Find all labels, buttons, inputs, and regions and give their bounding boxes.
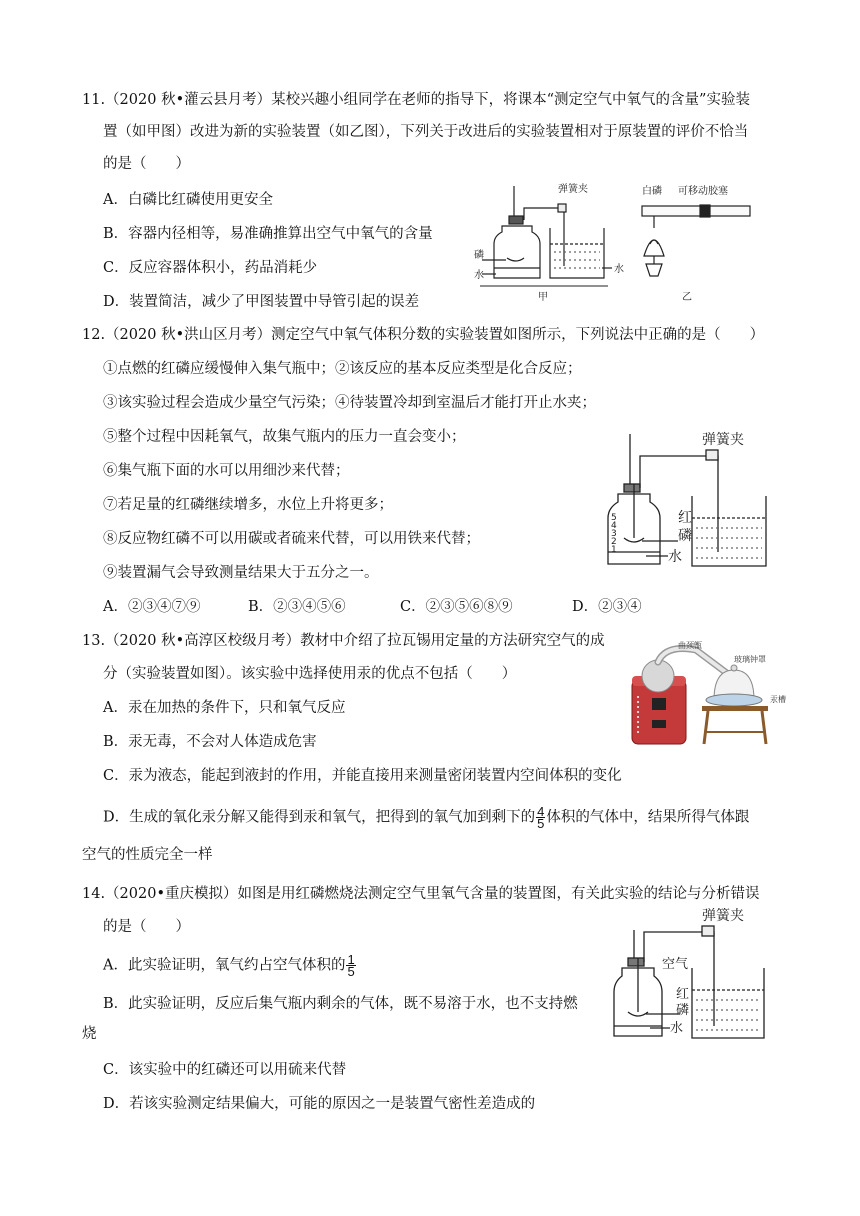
q12-water-label: 水: [668, 549, 682, 565]
q11-option-b[interactable]: B．容器内径相等，易准确推算出空气中氧气的含量: [103, 226, 433, 242]
q14-water-label: 水: [670, 1021, 684, 1036]
q13-stem-line2: 分（实验装置如图）。该实验中选择使用汞的优点不包括（ ）: [103, 666, 517, 682]
q13-option-d-text-post: 体积的气体中，结果所得气体跟: [546, 809, 750, 826]
q14-option-a-text: A．此实验证明，氧气约占空气体积的: [103, 957, 346, 974]
q12-spring-clip-label: 弹簧夹: [702, 432, 744, 448]
q11-option-d[interactable]: D．装置简洁，减少了甲图装置中导管引起的误差: [103, 294, 420, 310]
q11-stem-line2: 置（如甲图）改进为新的实验装置（如乙图），下列关于改进后的实验装置相对于原装置的评价不恰当: [103, 124, 749, 140]
q12-statement-2: ③该实验过程会造成少量空气污染；④待装置冷却到室温后才能打开止水夹；: [103, 395, 596, 411]
water-right-label: 水: [614, 264, 624, 275]
apparatus-jia: [482, 186, 612, 278]
q11-stem-line1: 11.（2020 秋•灌云县月考）某校兴趣小组同学在老师的指导下，将课本“测定空气中氧气的含量”实验装: [82, 92, 750, 108]
q14-option-b-line2: 烧: [82, 1026, 97, 1042]
q14-option-a[interactable]: [103, 954, 357, 977]
fraction-one-fifth: [346, 954, 355, 977]
fraction-four-fifths: [536, 806, 545, 829]
q12-statement-6: ⑧反应物红磷不可以用碳或者硫来代替，可以用铁来代替；: [103, 531, 480, 547]
bell-jar-label: 玻璃钟罩: [734, 655, 766, 664]
q13-stem-line1: 13.（2020 秋•高淳区校级月考）教材中介绍了拉瓦锡用定量的方法研究空气的成: [82, 633, 605, 649]
q12-statement-7: ⑨装置漏气会导致测量结果大于五分之一。: [103, 565, 379, 581]
q12-phosphorus-label: 磷: [678, 528, 692, 544]
q13-option-c[interactable]: C．汞为液态，能起到液封的作用，并能直接用来测量密闭装置内空间体积的变化: [103, 768, 622, 784]
fraction-denominator: 5: [537, 816, 545, 831]
q14-spring-clip-label: 弹簧夹: [702, 908, 744, 924]
q13-option-d-line2: 空气的性质完全一样: [82, 847, 213, 863]
movable-plug-label: 可移动胶塞: [678, 186, 728, 197]
mercury-trough-label: 汞槽: [770, 695, 786, 704]
water-left-label: 水: [474, 270, 484, 281]
q12-statement-3: ⑤整个过程中因耗氧气，故集气瓶内的压力一直会变小；: [103, 429, 466, 445]
spring-clip-label: 弹簧夹: [558, 184, 588, 195]
q12-red-label: 红: [678, 510, 692, 526]
q14-option-b[interactable]: B．此实验证明，反应后集气瓶内剩余的气体，既不易溶于水，也不支持燃: [103, 996, 578, 1012]
q12-apparatus-figure: [606, 428, 782, 570]
q12-statement-5: ⑦若足量的红磷继续增多，水位上升将更多；: [103, 497, 393, 513]
fraction-denominator: 5: [347, 964, 355, 979]
q14-stem-line2: 的是（ ）: [103, 919, 190, 935]
q12-option-b[interactable]: B．②③④⑤⑥: [248, 599, 346, 615]
q12-statement-4: ⑥集气瓶下面的水可以用细沙来代替；: [103, 463, 350, 479]
caption-yi: 乙: [682, 292, 692, 303]
caption-jia: 甲: [538, 292, 548, 303]
q13-option-d-text-pre: D．生成的氧化汞分解又能得到汞和氧气，把得到的氧气加到剩下的: [103, 809, 536, 826]
q11-option-c[interactable]: C．反应容器体积小，药品消耗少: [103, 260, 318, 276]
q12-option-a[interactable]: A．②③④⑦⑨: [103, 599, 201, 615]
phosphorus-label: 磷: [474, 250, 484, 261]
q12-statement-1: ①点燃的红磷应缓慢伸入集气瓶中；②该反应的基本反应类型是化合反应；: [103, 361, 582, 377]
q12-option-c[interactable]: C．②③⑤⑥⑧⑨: [400, 599, 513, 615]
q13-lavoisier-apparatus: [626, 640, 796, 752]
q11-stem-line3: 的是（ ）: [103, 156, 190, 172]
q12-stem: 12.（2020 秋•洪山区月考）测定空气中氧气体积分数的实验装置如图所示，下列说法中正确的是（ ）: [82, 327, 765, 343]
white-phosphorus-label: 白磷: [642, 186, 662, 197]
fraction-numerator: 1: [347, 952, 355, 967]
scale-tick-4: 4: [611, 521, 617, 531]
q14-red-label: 红: [676, 987, 690, 1002]
q14-stem-line1: 14.（2020•重庆模拟）如图是用红磷燃烧法测定空气里氧气含量的装置图，有关此实验的结论与分析错误: [82, 886, 760, 902]
q14-option-c[interactable]: C．该实验中的红磷还可以用硫来代替: [103, 1062, 347, 1078]
q14-apparatus-figure: [612, 908, 782, 1044]
scale-tick-2: 2: [611, 537, 617, 547]
fraction-numerator: 4: [537, 804, 545, 819]
q11-apparatus-figure: [472, 178, 752, 308]
q13-option-a[interactable]: A．汞在加热的条件下，只和氧气反应: [103, 700, 346, 716]
q13-option-d[interactable]: [103, 806, 749, 829]
q13-option-b[interactable]: B．汞无毒，不会对人体造成危害: [103, 734, 317, 750]
q14-phosphorus-label: 磷: [676, 1003, 690, 1018]
apparatus-yi: [642, 205, 750, 276]
q12-option-d[interactable]: D．②③④: [572, 599, 642, 615]
scale-tick-3: 3: [611, 529, 617, 539]
q14-air-label: 空气: [662, 957, 689, 972]
scale-tick-5: 5: [611, 513, 617, 523]
retort-label: 曲颈甑: [678, 641, 702, 650]
scale-tick-1: 1: [611, 545, 617, 555]
q14-option-d[interactable]: D．若该实验测定结果偏大，可能的原因之一是装置气密性差造成的: [103, 1096, 536, 1112]
q11-option-a[interactable]: A．白磷比红磷使用更安全: [103, 192, 273, 208]
